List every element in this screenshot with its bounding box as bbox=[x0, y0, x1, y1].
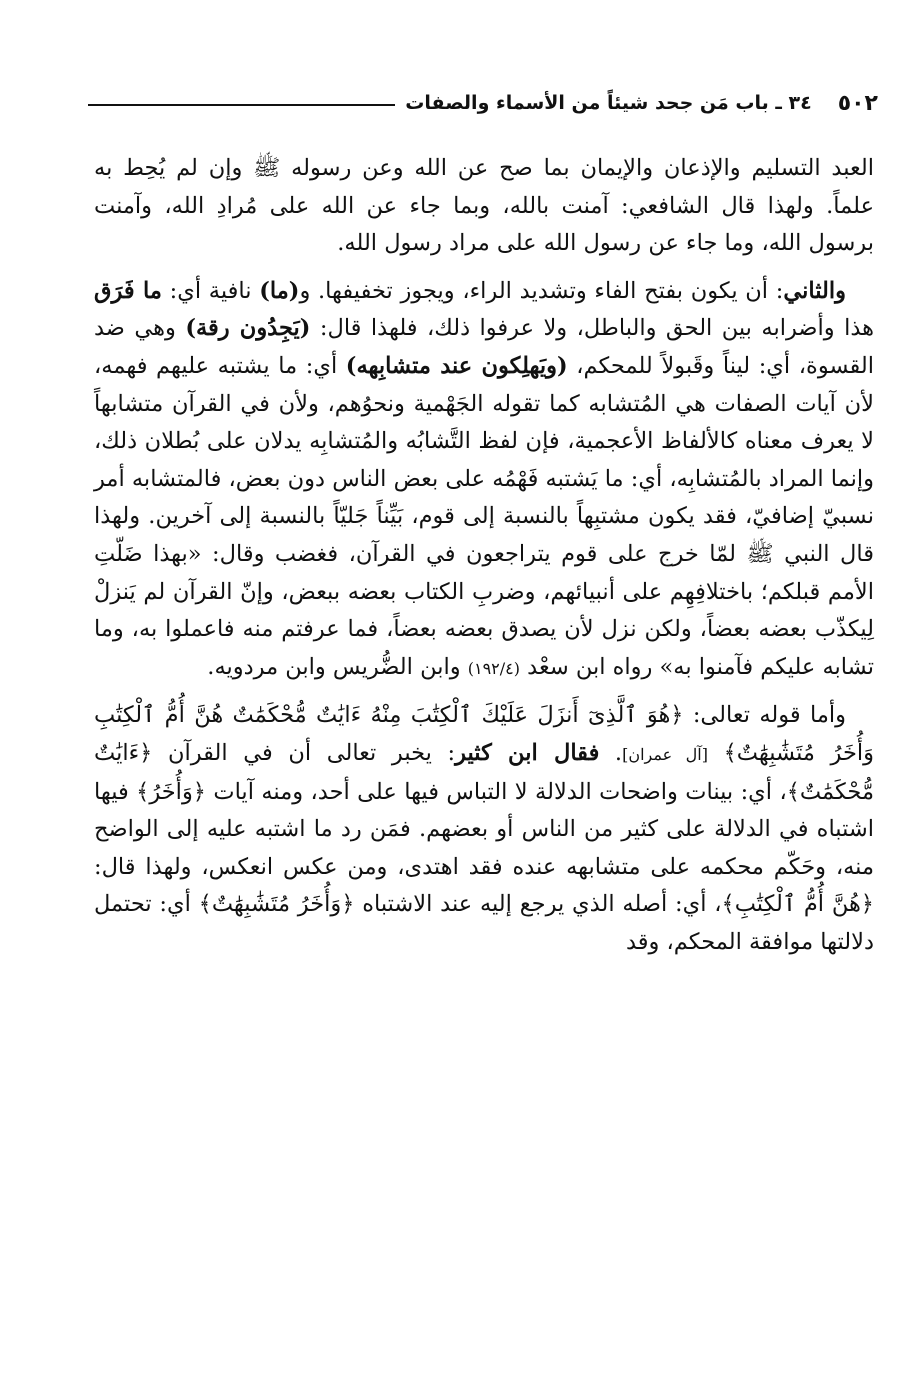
text-segment: [آل عمران] bbox=[622, 744, 708, 764]
paragraph bbox=[94, 697, 874, 961]
text-segment: وأما قوله تعالى: ﴿هُوَ ٱلَّذِىٓ أَنزَلَ عَلَيْكَ ٱلْكِتَٰبَ مِنْهُ ءَايَٰتٌ مُّحْكَمَٰتٌ هُنَّ أُمُّ ٱلْكِتَٰبِ وَأُخَرُ مُتَشَٰبِهَٰتٌ﴾ bbox=[94, 702, 874, 766]
bold-text-segment: ما فَرَق bbox=[94, 277, 162, 304]
bold-text-segment: فقال ابن كثير bbox=[455, 739, 600, 766]
bold-text-segment: (يَجِدُون رقة) bbox=[185, 315, 311, 342]
paragraph bbox=[94, 150, 874, 263]
page-header bbox=[88, 88, 878, 118]
text-segment: العبد التسليم والإذعان والإيمان بما صح عن الله وعن رسوله ﷺ وإن لم يُحِط به علماً. ولهذا قال الشافعي: آمنت بالله، وبما جاء عن الله على مُرادِ الله، وآمنت برسول الله، وما جاء عن رسول الله على مراد رسول الله. bbox=[94, 155, 874, 257]
text-segment: أي: ما يشتبه عليهم فهمه، لأن آيات الصفات هي المُتشابه كما تقوله الجَهْمية ونحوُهم، ولأن في القرآن متشابهاً لا يعرف معناه كالألفاظ الأعجمية، فإن لفظ التَّشابُه والمُتشابِه يدلان على بُطلان ذلك، وإنما المراد بالمُتشابِه، أي: ما يَشتبه فَهْمُه على بعض الناس دون بعض، فالمتشابه أمر نسبيّ إضافيّ، فقد يكون مشتبِهاً بالنسبة إلى قوم، بَيِّناً جَليّاً بالنسبة إلى آخرين. ولهذا قال النبي ﷺ لمّا خرج على قوم يتراجعون في القرآن، فغضب وقال: «بهذا ضَلّتِ الأمم قبلكم؛ باختلافِهِم على أنبيائهم، وضربِ الكتاب بعضه ببعض، وإنّ القرآن لم يَنزلْ لِيكذّب بعضه بعضاً، ولكن نزل لأن يصدق بعضه بعضاً، فما عرفتم منه فاعملوا به، وما تشابه عليكم فآمنوا به» رواه ابن سعْد bbox=[94, 352, 874, 680]
text-segment: . bbox=[599, 739, 623, 766]
running-title: ٣٤ ـ باب مَن جحد شيئاً من الأسماء والصفات bbox=[405, 92, 812, 114]
text-segment: نافية أي: bbox=[161, 277, 260, 304]
paragraph bbox=[94, 273, 874, 688]
text-segment: وابن الضُّريس وابن مردويه. bbox=[207, 653, 468, 680]
text-segment: هذا وأضرابه بين الحق والباطل، ولا عرفوا ذلك، فلهذا قال: bbox=[310, 315, 874, 342]
bold-text-segment: (ويَهلِكون عند متشابِهه) bbox=[345, 352, 568, 379]
text-segment: (١٩٢/٤) bbox=[467, 658, 520, 678]
text-segment: : أن يكون بفتح الفاء وتشديد الراء، ويجوز تخفيفها. و bbox=[299, 277, 784, 304]
page-number: ٥٠٢ bbox=[837, 90, 878, 116]
bold-text-segment: والثاني bbox=[783, 277, 846, 304]
text-segment: : يخبر تعالى أن في القرآن ﴿ءَايَٰتٌ مُّحْكَمَٰتٌ﴾، أي: بينات واضحات الدلالة لا التباس فيها على أحد، ومنه آيات ﴿وَأُخَرُ﴾ فيها اشتباه في الدلالة على كثير من الناس أو بعضهم. فمَن رد ما اشتبه عليه إلى الواضح منه، وحَكّم محكمه على متشابهه عنده فقد اهتدى، ومن عكس انعكس، ولهذا قال: ﴿هُنَّ أُمُّ ٱلْكِتَٰبِ﴾، أي: أصله الذي يرجع إليه عند الاشتباه ﴿وَأُخَرُ مُتَشَٰبِهَٰتٌ﴾ أي: تحتمل دلالتها موافقة المحكم، وقد bbox=[94, 739, 874, 955]
body-text bbox=[94, 150, 874, 961]
header-rule bbox=[88, 104, 395, 106]
text-segment: وهي ضد القسوة، أي: ليناً وقَبولاً للمحكم، bbox=[94, 315, 875, 379]
bold-text-segment: (ما) bbox=[259, 277, 300, 304]
